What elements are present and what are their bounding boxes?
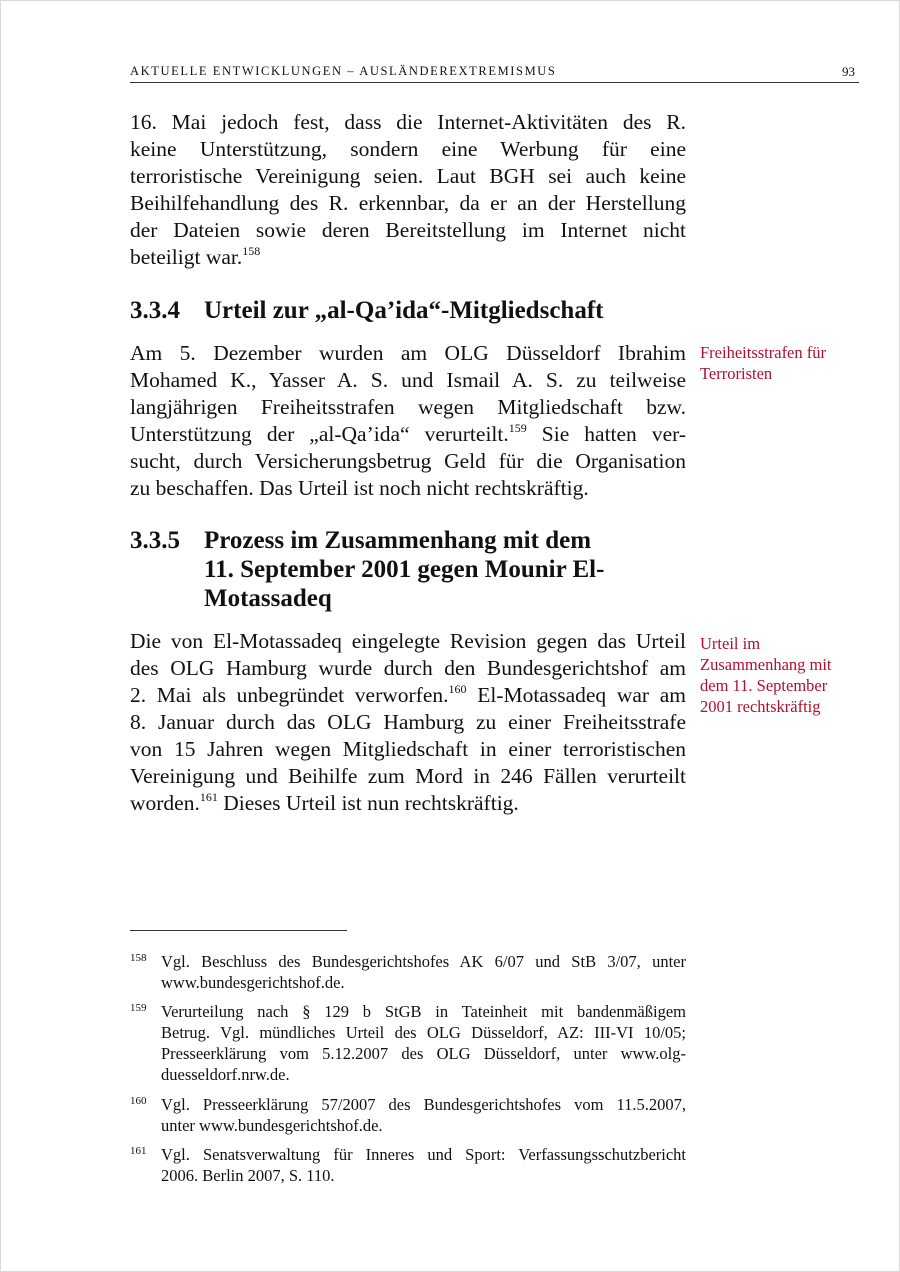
text-fragment: 2. Mai als unbegründet verworfen. <box>130 683 449 707</box>
section-heading-334 <box>130 296 603 325</box>
section-heading-335 <box>130 526 604 613</box>
text-line: der Dateien sowie deren Bereitstellung im Internet nicht <box>130 218 686 242</box>
footnote-160 <box>130 1094 686 1136</box>
footnote-ref-160: 160 <box>448 682 467 696</box>
text-fragment: Dieses Urteil ist nun rechtskräftig. <box>223 791 519 815</box>
text-line: Mohamed K., Yasser A. S. und Ismail A. S. zu teilweise <box>130 368 686 392</box>
footnote-ref-158: 158 <box>242 244 261 258</box>
text-line <box>130 244 686 271</box>
footnote-line: 2006. Berlin 2007, S. 110. <box>161 1166 335 1185</box>
footnote-158 <box>130 951 686 993</box>
text-line <box>130 790 686 817</box>
footnote-line: Betrug. Vgl. mündliches Urteil des OLG Düsseldorf, AZ: III-VI 10/05; <box>161 1023 686 1042</box>
section-335-paragraph <box>130 628 686 817</box>
text-line: Vereinigung und Beihilfe zum Mord in 246 Fällen verurteilt <box>130 764 686 788</box>
footnote-ref-161: 161 <box>199 790 218 804</box>
footnote-number: 158 <box>130 952 147 964</box>
text-line: sucht, durch Versicherungsbetrug Geld für die Organisation <box>130 449 686 473</box>
footnote-line: Vgl. Presseerklärung 57/2007 des Bundesgerichtshofes vom 11.5.2007, <box>161 1095 686 1114</box>
page-number: 93 <box>842 64 855 79</box>
section-title-line: Motassadeq <box>204 585 332 612</box>
text-fragment: Unterstützung der „al-Qa’ida“ verurteilt. <box>130 422 509 446</box>
text-line <box>130 682 686 709</box>
section-334-paragraph <box>130 340 686 502</box>
text-line: zu beschaffen. Das Urteil ist noch nicht rechtskräftig. <box>130 476 589 500</box>
paragraph-continuation <box>130 109 686 271</box>
footnote-161 <box>130 1144 686 1186</box>
text-line: langjährigen Freiheitsstrafen wegen Mitgliedschaft bzw. <box>130 395 686 419</box>
section-number: 3.3.5 <box>130 527 180 554</box>
text-line: des OLG Hamburg wurde durch den Bundesgerichtshof am <box>130 656 686 680</box>
margin-note-freiheitsstrafen: Freiheitsstrafen für Terroristen <box>700 343 826 383</box>
text-line: 16. Mai jedoch fest, dass die Internet-Aktivitäten des R. <box>130 110 686 134</box>
section-title: Urteil zur „al-Qa’ida“-Mitgliedschaft <box>204 297 604 324</box>
text-line: terroristische Vereinigung seien. Laut BGH sei auch keine <box>130 164 686 188</box>
footnote-line: Vgl. Beschluss des Bundesgerichtshofes AK 6/07 und StB 3/07, unter <box>161 952 686 971</box>
text-fragment: beteiligt war. <box>130 245 243 269</box>
header-title: AKTUELLE ENTWICKLUNGEN – AUSLÄNDEREXTREMISMUS <box>130 64 557 78</box>
text-line: Beihilfehandlung des R. erkennbar, da er an der Herstellung <box>130 191 686 215</box>
text-fragment: Sie hatten ver- <box>541 422 687 446</box>
section-number: 3.3.4 <box>130 297 180 324</box>
margin-note-urteil: Urteil im Zusammenhang mit dem 11. September 2001 rechtskräftig <box>700 634 832 716</box>
footnote-divider <box>130 930 347 931</box>
text-fragment: worden. <box>130 791 200 815</box>
footnote-line: Vgl. Senatsverwaltung für Inneres und Sport: Verfassungsschutzbericht <box>161 1145 686 1164</box>
text-line: Am 5. Dezember wurden am OLG Düsseldorf Ibrahim <box>130 341 686 365</box>
footnote-line: unter www.bundesgerichtshof.de. <box>161 1116 383 1135</box>
text-line <box>130 421 686 448</box>
footnote-ref-159: 159 <box>508 421 527 435</box>
text-line: 8. Januar durch das OLG Hamburg zu einer Freiheitsstrafe <box>130 710 686 734</box>
text-fragment: El-Motassadeq war am <box>477 683 686 707</box>
running-header <box>130 63 859 83</box>
footnote-159 <box>130 1001 686 1085</box>
footnote-line: Presseerklärung vom 5.12.2007 des OLG Düsseldorf, unter www.olg- <box>161 1044 686 1063</box>
footnote-line: duesseldorf.nrw.de. <box>161 1065 290 1084</box>
section-title-line: 11. September 2001 gegen Mounir El- <box>204 556 605 583</box>
text-line: keine Unterstützung, sondern eine Werbung für eine <box>130 137 686 161</box>
text-line: Die von El-Motassadeq eingelegte Revision gegen das Urteil <box>130 629 686 653</box>
footnote-line: www.bundesgerichtshof.de. <box>161 973 345 992</box>
footnote-number: 160 <box>130 1095 147 1107</box>
text-line: von 15 Jahren wegen Mitgliedschaft in einer terroristischen <box>130 737 686 761</box>
footnote-line: Verurteilung nach § 129 b StGB in Tateinheit mit bandenmäßigem <box>161 1002 686 1021</box>
footnote-number: 161 <box>130 1145 147 1157</box>
footnote-number: 159 <box>130 1002 147 1014</box>
section-title-line: Prozess im Zusammenhang mit dem <box>204 527 592 554</box>
